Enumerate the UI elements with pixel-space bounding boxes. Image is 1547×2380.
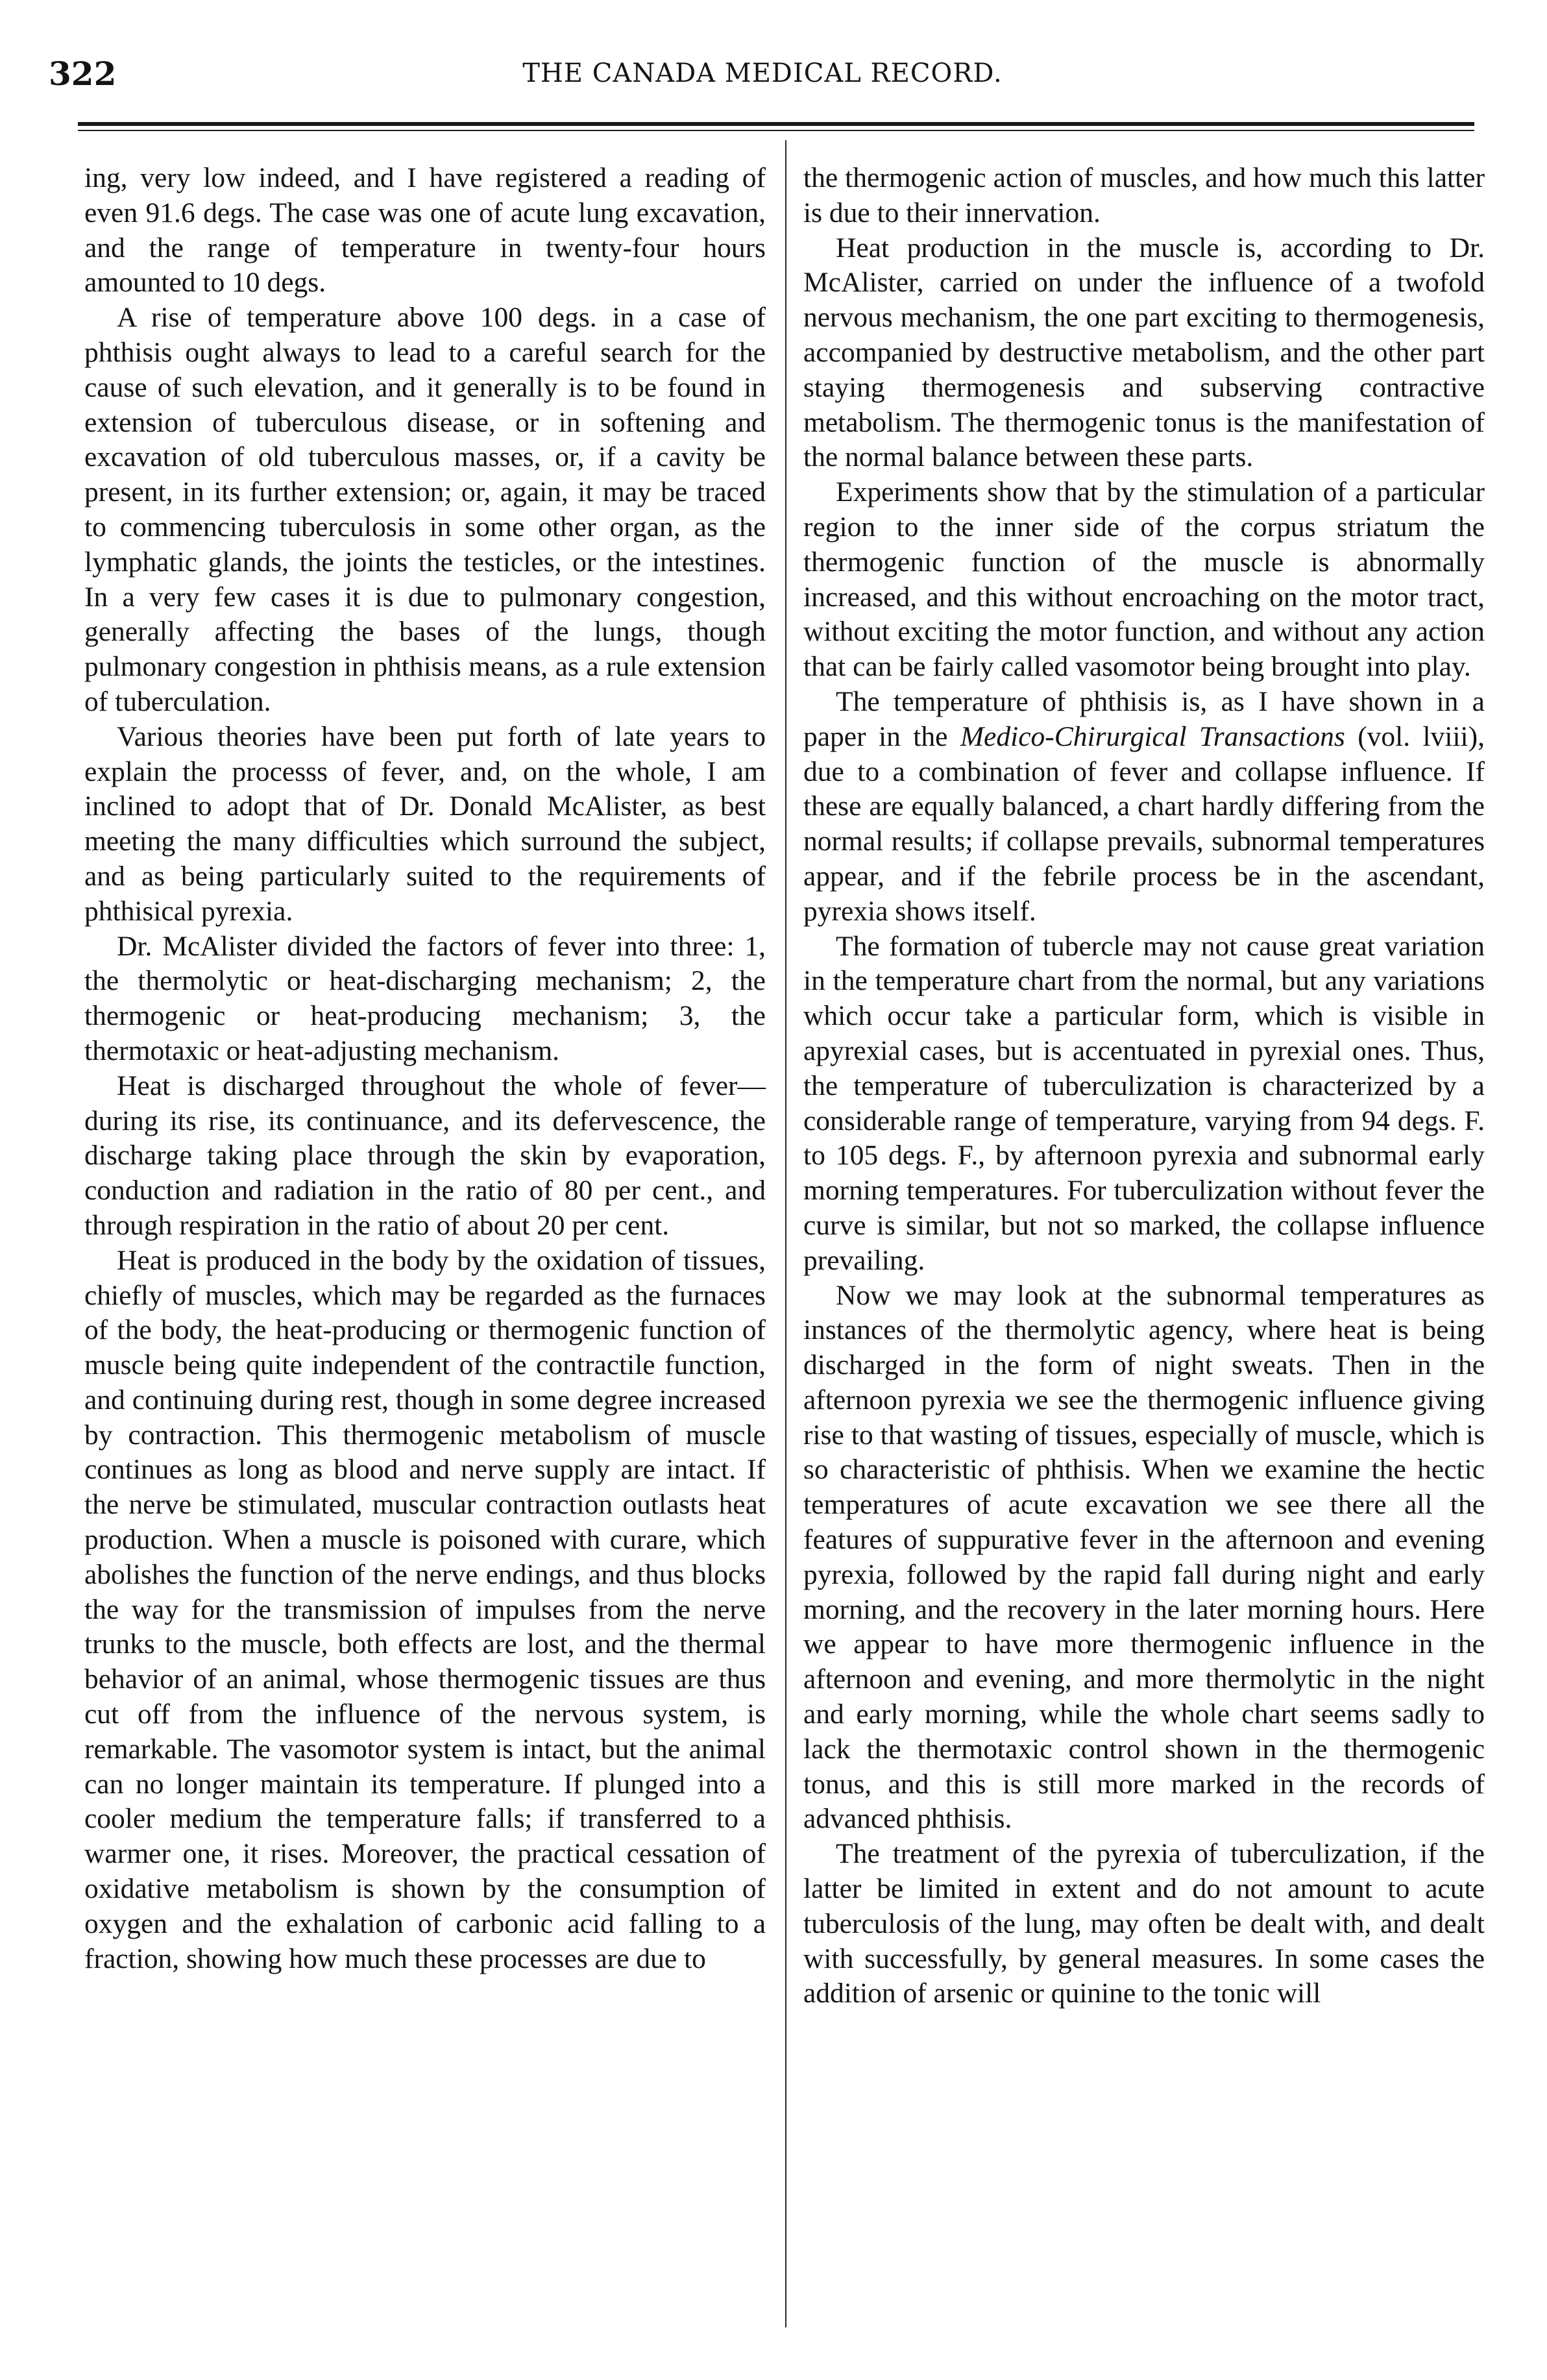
paragraph: The treatment of the pyrexia of tuberculization, if the latter be limited in extent and do not amount to acute tuberculosis of the lung, may often be dealt with, and dealt with successfully, by general measures. In some cases the addition of arsenic or quinine to the tonic will xyxy=(803,1838,1485,2009)
paragraph: Dr. McAlister divided the factors of fever into three: 1, the thermolytic or heat-discharging mechanism; 2, the thermogenic or heat-producing mechanism; 3, the thermotaxic or heat-adjusting mechanism. xyxy=(84,930,766,1066)
paragraph: Heat is produced in the body by the oxidation of tissues, chiefly of muscles, which may be regarded as the furnaces of the body, the heat-producing or thermogenic function of muscle being quite independent of the contractile function, and continuing during rest, though in some degree increased by contraction. This thermogenic metabolism of muscle continues as long as blood and nerve supply are intact. If the nerve be stimulated, muscular contraction outlasts heat production. When a muscle is poisoned with curare, which abolishes the function of the nerve endings, and thus blocks the way for the transmission of impulses from the nerve trunks to the muscle, both effects are lost, and the thermal behavior of an animal, whose thermogenic tissues are thus cut off from the influence of the nervous system, is remarkable. The vasomotor system is intact, but the animal can no longer maintain its temperature. If plunged into a cooler medium the temperature falls; if transferred to a warmer one, it rises. Moreover, the practical cessation of oxidative metabolism is shown by the consumption of oxygen and the exhalation of carbonic acid falling to a fraction, showing how much these processes are due to xyxy=(84,1244,766,1974)
page-header xyxy=(49,55,1476,100)
page-number: 322 xyxy=(49,55,117,93)
right-column xyxy=(803,161,1485,2011)
paragraph: The formation of tubercle may not cause great variation in the temperature chart from the normal, but any variations which occur take a particular form, which is visible in apyrexial cases, but is accentuated in pyrexial ones. Thus, the temperature of tuberculization is characterized by a considerable range of temperature, varying from 94 degs. F. to 105 degs. F., by afternoon pyrexia and subnormal early morning temperatures. For tuberculization without fever the curve is similar, but not so marked, the collapse influence prevailing. xyxy=(803,930,1485,1276)
running-title: THE CANADA MEDICAL RECORD. xyxy=(522,58,1003,88)
paragraph: Now we may look at the subnormal temperatures as instances of the thermolytic agency, where heat is being discharged in the form of night sweats. Then in the afternoon pyrexia we see the thermogenic influence giving rise to that wasting of tissues, especially of muscle, which is so characteristic of phthisis. When we examine the hectic temperatures of acute excavation we see there all the features of suppurative fever in the afternoon and evening pyrexia, followed by the rapid fall during night and early morning, and the recovery in the later morning hours. Here we appear to have more thermogenic influence in the afternoon and evening, and more thermolytic in the night and early morning, while the whole chart seems sadly to lack the thermotaxic control shown in the thermogenic tonus, and this is still more marked in the records of advanced phthisis. xyxy=(803,1279,1485,1835)
header-rule-thick xyxy=(78,122,1474,126)
paragraph: Experiments show that by the stimulation of a particular region to the inner side of the corpus striatum the thermogenic function of the muscle is abnormally increased, and this without encroaching on the motor tract, without exciting the motor function, and without any action that can be fairly called vasomotor being brought into play. xyxy=(803,476,1485,683)
paragraph: the thermogenic action of muscles, and how much this latter is due to their innervation. xyxy=(803,162,1485,228)
paragraph: ing, very low indeed, and I have registered a reading of even 91.6 degs. The case was one of acute lung excavation, and the range of temperature in twenty-four hours amounted to 10 degs. xyxy=(84,162,766,299)
left-column xyxy=(84,161,766,1976)
paragraph: A rise of temperature above 100 degs. in a case of phthisis ought always to lead to a careful search for the cause of such elevation, and it generally is to be found in extension of tuberculous disease, or in softening and excavation of old tuberculous masses, or, if a cavity be present, in its further extension; or, again, it may be traced to commencing tuberculosis in some other organ, as the lymphatic glands, the joints the testicles, or the intestines. In a very few cases it is due to pulmonary congestion, generally affecting the bases of the lungs, though pulmonary congestion in phthisis means, as a rule extension of tuberculation. xyxy=(84,302,766,717)
header-rule-thin xyxy=(78,130,1474,131)
journal-title: Medico-Chirurgical Transactions xyxy=(960,720,1345,752)
paragraph-text: The temperature of phthisis is, as I have shown in a paper in the xyxy=(803,685,1485,752)
paragraph-text: (vol. lviii), due to a combination of fever and collapse influence. If these are equally balanced, a chart hardly differing from the normal results; if collapse prevails, subnormal temperatures appear, and if the febrile process be in the ascendant, pyrexia shows itself. xyxy=(803,720,1485,927)
paragraph: Various theories have been put forth of late years to explain the processs of fever, and, on the whole, I am inclined to adopt that of Dr. Donald McAlister, as best meeting the many difficulties which surround the subject, and as being particularly suited to the requirements of phthisical pyrexia. xyxy=(84,720,766,927)
paragraph: Heat is discharged throughout the whole of fever—during its rise, its continuance, and its defervescence, the discharge taking place through the skin by evaporation, conduction and radiation in the ratio of 80 per cent., and through respiration in the ratio of about 20 per cent. xyxy=(84,1070,766,1241)
paragraph: Heat production in the muscle is, according to Dr. McAlister, carried on under the influence of a twofold nervous mechanism, the one part exciting to thermogenesis, accompanied by destructive metabolism, and the other part staying thermogenesis and subserving contractive metabolism. The thermogenic tonus is the manifestation of the normal balance between these parts. xyxy=(803,232,1485,473)
column-divider xyxy=(785,140,786,2327)
paragraph-phthisis-temperature xyxy=(803,685,1485,929)
